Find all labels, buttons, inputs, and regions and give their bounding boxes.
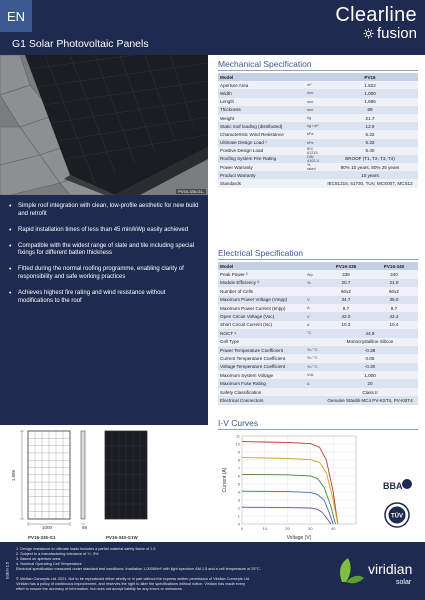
feature-item: • Rapid installation times of less than 45 min/kWp easily achieved [8, 227, 200, 235]
table-cell: 60x2 [370, 287, 418, 295]
table-cell: Peak Power ² [218, 270, 305, 278]
footnote: 4. Nominal Operating Cell Temperature [16, 562, 82, 566]
table-row [218, 106, 418, 114]
panel-left-drawing [28, 431, 70, 519]
footnote: 2. Subject to a manufacturing tolerance of +/- 3%. [16, 552, 100, 556]
footnote: 3. Based on aperture area. [16, 557, 62, 561]
table-cell: Genuine Stäubli MC4 PV-KST4, PV-KBT4 [322, 396, 418, 404]
table-cell: Power Warranty [218, 163, 305, 171]
table-cell: PV16-340 [370, 262, 418, 270]
table-cell [305, 338, 322, 346]
table-cell: Maximum Fuse Rating [218, 379, 305, 387]
table-cell: % / °C [305, 346, 322, 354]
table-cell: 34.7 [322, 296, 370, 304]
table-row [218, 304, 418, 312]
table-cell: Vdc [305, 371, 322, 379]
table-cell: Model [218, 262, 305, 270]
table-cell: PV16 [322, 73, 418, 81]
table-cell: kg [305, 114, 322, 122]
table-cell: A [305, 321, 322, 329]
x-tick-label: 0 [240, 526, 244, 531]
table-cell: Safety Classification [218, 388, 305, 396]
y-tick-label: 11 [235, 433, 240, 439]
table-cell: 5.40 [322, 147, 418, 155]
table-cell [305, 396, 322, 404]
table-cell: Aperture Area [218, 81, 305, 89]
table-cell: Maximum System Voltage [218, 371, 305, 379]
table-row [218, 163, 418, 171]
feature-item: • Simple roof integration with clean, low-profile aesthetic for new build and retrofit [8, 203, 200, 218]
table-cell: 10 years [322, 171, 418, 179]
table-cell [305, 287, 322, 295]
table-cell: 10.3 [322, 321, 370, 329]
panel-diagram [0, 425, 208, 542]
y-tick-label: 7 [237, 465, 240, 471]
table-cell: Maximum Power Voltage (Vmpp) [218, 296, 305, 304]
table-row [218, 155, 418, 163]
table-cell: °C [305, 329, 322, 337]
sun-icon [363, 28, 374, 39]
table-cell: 60x2 [322, 287, 370, 295]
table-row [218, 270, 418, 278]
table-cell: A [305, 304, 322, 312]
roof-illustration [0, 55, 208, 195]
tuv-badge [384, 502, 410, 528]
table-cell: -0.38 [322, 346, 418, 354]
table-cell: 44.9 [322, 329, 418, 337]
table-cell: mm [305, 106, 322, 114]
table-cell: Class II [322, 388, 418, 396]
table-cell: mm [305, 89, 322, 97]
y-tick-label: 1 [237, 513, 240, 519]
table-row [218, 354, 418, 362]
table-cell: Ultimate Design Load ¹ [218, 139, 305, 147]
table-row [218, 321, 418, 329]
footer [0, 542, 425, 600]
table-row [218, 130, 418, 138]
footnote: 1. Design resistance to ultimate loads includes a partial material safety factor of 1.5 [16, 547, 156, 551]
table-cell: Thickness [218, 106, 305, 114]
table-cell: kg / m² [305, 122, 322, 130]
panel-width-label: 1000 [42, 525, 53, 530]
table-cell: 1,000 [322, 371, 418, 379]
tuv-badge-text: TÜV [391, 513, 403, 520]
y-tick-label: 10 [235, 441, 240, 447]
table-cell: 20 [322, 379, 418, 387]
mechanical-title: Mechanical Specification [218, 59, 312, 69]
table-row [218, 329, 418, 337]
table-cell: 20.7 [322, 279, 370, 287]
table-row [218, 379, 418, 387]
table-cell: Weight [218, 114, 305, 122]
language-badge[interactable]: EN [0, 0, 32, 32]
section-divider [218, 259, 418, 260]
y-tick-label: 8 [237, 457, 240, 463]
table-cell: Monocrystalline Silicon [322, 338, 418, 346]
x-tick-label: 30 [308, 526, 313, 531]
copyright-line: Viridian has a policy of continuous improvement, and reserves the right to alter the specifications without notice. Viridian has made every [16, 582, 246, 587]
table-cell: 12.9 [322, 122, 418, 130]
table-cell: 35.0 [370, 296, 418, 304]
table-row [218, 296, 418, 304]
table-cell: 0.05 [322, 354, 418, 362]
y-tick-label: 3 [237, 497, 240, 503]
table-cell [305, 171, 322, 179]
table-cell: Open Circuit Voltage (Voc) [218, 312, 305, 320]
table-cell: Product Warranty [218, 171, 305, 179]
feature-item: • Fitted during the normal roofing programme, enabling clarity of responsibility and safe working practices [8, 266, 200, 281]
table-row [218, 312, 418, 320]
copyright-line: effort to ensure the accuracy of information, but does not accept liability for any errors or omissions. [16, 587, 183, 592]
table-cell: Power Temperature Coefficient [218, 346, 305, 354]
left-model-label: PV16-335-G1 [28, 535, 56, 540]
table-cell: 42.4 [370, 312, 418, 320]
right-model-label: PV16-340-G1W [106, 535, 138, 540]
y-tick-label: 5 [237, 481, 240, 487]
y-tick-label: 6 [237, 473, 240, 479]
table-cell: Model [218, 73, 305, 81]
table-row [218, 338, 418, 346]
copyright-line: © Viridian Concepts Ltd. 2021. Not to be reproduced either wholly or in part without the express written permission of Viridian Concepts Ltd. [16, 577, 251, 581]
table-cell: % / °C [305, 363, 322, 371]
table-cell: Cell Type [218, 338, 305, 346]
viridian-solar: solar [396, 579, 412, 586]
y-tick-label: 0 [237, 521, 240, 527]
table-cell: kPa [305, 130, 322, 138]
table-cell: 69 [322, 106, 418, 114]
table-cell: 5.32 [322, 130, 418, 138]
header [0, 0, 425, 55]
section-divider [218, 70, 418, 71]
photo-caption: PV16-335-G1‐ [178, 189, 204, 194]
table-cell: % rated [305, 163, 322, 171]
table-cell: -0.30 [322, 363, 418, 371]
x-tick-label: 40 [330, 526, 336, 531]
table-cell: Short Circuit Current (Isc) [218, 321, 305, 329]
electrical-table [218, 262, 418, 405]
table-cell: IEC61215, 61730, TUV, MCS007, MCS12 [322, 179, 418, 187]
y-tick-label: 9 [237, 449, 240, 455]
table-row [218, 262, 418, 270]
table-row [218, 122, 418, 130]
table-row [218, 73, 418, 81]
table-cell: Width [218, 89, 305, 97]
table-cell: kPa [305, 139, 322, 147]
viridian-leaf-icon [340, 558, 364, 583]
table-cell: 9.7 [322, 304, 370, 312]
x-tick-label: 20 [285, 526, 290, 531]
table-cell: A [305, 379, 322, 387]
brand-fusion [335, 25, 417, 42]
table-cell: Number of Cells [218, 287, 305, 295]
table-cell: Standards [218, 179, 305, 187]
table-row [218, 287, 418, 295]
document-code: G1EN 1.5 [4, 561, 10, 580]
table-row [218, 363, 418, 371]
table-cell: Length [218, 98, 305, 106]
table-cell: PV16-335 [322, 262, 370, 270]
panel-drawings [0, 425, 208, 542]
bba-badge-text: BBA [383, 481, 403, 491]
y-axis-label: Current (A) [222, 467, 228, 493]
iv-curves-title: I-V Curves [218, 418, 259, 428]
table-cell: 42.0 [322, 312, 370, 320]
viridian-logo [332, 552, 420, 592]
table-cell: V [305, 296, 322, 304]
table-row [218, 179, 418, 187]
table-cell: Positive Design Load [218, 147, 305, 155]
table-cell: DIN 4102-4 [305, 155, 322, 163]
table-cell: 335 [322, 270, 370, 278]
table-cell: BROOF (T1, T2, T3, T4) [322, 155, 418, 163]
panel-profile-drawing [81, 431, 85, 524]
y-tick-label: 4 [237, 489, 240, 495]
plot-area [242, 436, 356, 524]
table-cell: IEC 61215 [305, 147, 322, 155]
brand-logo [335, 4, 417, 42]
table-cell: 21.0 [370, 279, 418, 287]
feature-item: • Compatible with the widest range of slate and tile including special fixings for different batten thickness [8, 243, 200, 258]
table-cell: 1.622 [322, 81, 418, 89]
table-cell: Voltage Temperature Coefficient [218, 363, 305, 371]
brand-fusion-text: fusion [376, 25, 417, 42]
copyright [16, 577, 316, 593]
table-cell [305, 262, 322, 270]
electrical-title: Electrical Specification [218, 248, 304, 258]
table-cell: mm [305, 98, 322, 106]
brand-line-text: Clearline [335, 4, 417, 26]
table-row [218, 81, 418, 89]
panel-depth-label: 69 [82, 525, 88, 530]
table-cell: Roofing System Fire Rating [218, 155, 305, 163]
table-cell: Characteristic Wind Resistance [218, 130, 305, 138]
table-row [218, 279, 418, 287]
bba-badge [381, 476, 413, 496]
table-cell: % [305, 279, 322, 287]
table-cell: Static roof loading (distributed) [218, 122, 305, 130]
mechanical-table [218, 73, 418, 188]
table-cell: Current Temperature Coefficient [218, 354, 305, 362]
table-cell: 1,686 [322, 98, 418, 106]
feature-list [0, 195, 208, 425]
table-cell: m² [305, 81, 322, 89]
table-cell: 9.7 [370, 304, 418, 312]
table-cell: 10.4 [370, 321, 418, 329]
table-cell: V [305, 312, 322, 320]
table-row [218, 114, 418, 122]
page-title: G1 Solar Photovoltaic Panels [12, 38, 149, 50]
y-tick-label: 2 [237, 505, 240, 511]
panel-right-drawing [105, 431, 147, 519]
footnotes [16, 547, 316, 572]
table-cell: Wp [305, 270, 322, 278]
table-cell: 90% 10 years, 80% 25 years [322, 163, 418, 171]
table-cell: 1,000 [322, 89, 418, 97]
viridian-name: viridian [368, 561, 413, 577]
roof-photo [0, 55, 208, 195]
x-axis-label: Voltage (V) [286, 535, 312, 541]
iv-chart [218, 430, 368, 542]
table-cell: 340 [370, 270, 418, 278]
table-row [218, 371, 418, 379]
table-row [218, 98, 418, 106]
table-cell: % / °C [305, 354, 322, 362]
table-row [218, 346, 418, 354]
feature-item: • Achieves highest fire rating and wind resistance without modifications to the roof [8, 290, 200, 305]
table-cell: Electrical Connectors [218, 396, 305, 404]
table-cell [305, 179, 322, 187]
x-tick-label: 10 [262, 526, 268, 531]
table-cell: NOCT ⁴ [218, 329, 305, 337]
table-row [218, 396, 418, 404]
table-cell: 5.32 [322, 139, 418, 147]
table-cell: Module Efficiency ³ [218, 279, 305, 287]
table-row [218, 89, 418, 97]
panel-height-label: 1,686 [11, 469, 17, 482]
table-row [218, 388, 418, 396]
table-row [218, 171, 418, 179]
table-cell [305, 73, 322, 81]
footnote: Electrical specification measured under standard test conditions: Irradiation 1,000W/m² with light spectrum AM 1.5 and a cell temperature of 25°C. [16, 567, 261, 571]
table-cell: 21.7 [322, 114, 418, 122]
table-row [218, 147, 418, 155]
table-cell [305, 388, 322, 396]
table-cell: Maximum Power Current (Impp) [218, 304, 305, 312]
table-row [218, 139, 418, 147]
